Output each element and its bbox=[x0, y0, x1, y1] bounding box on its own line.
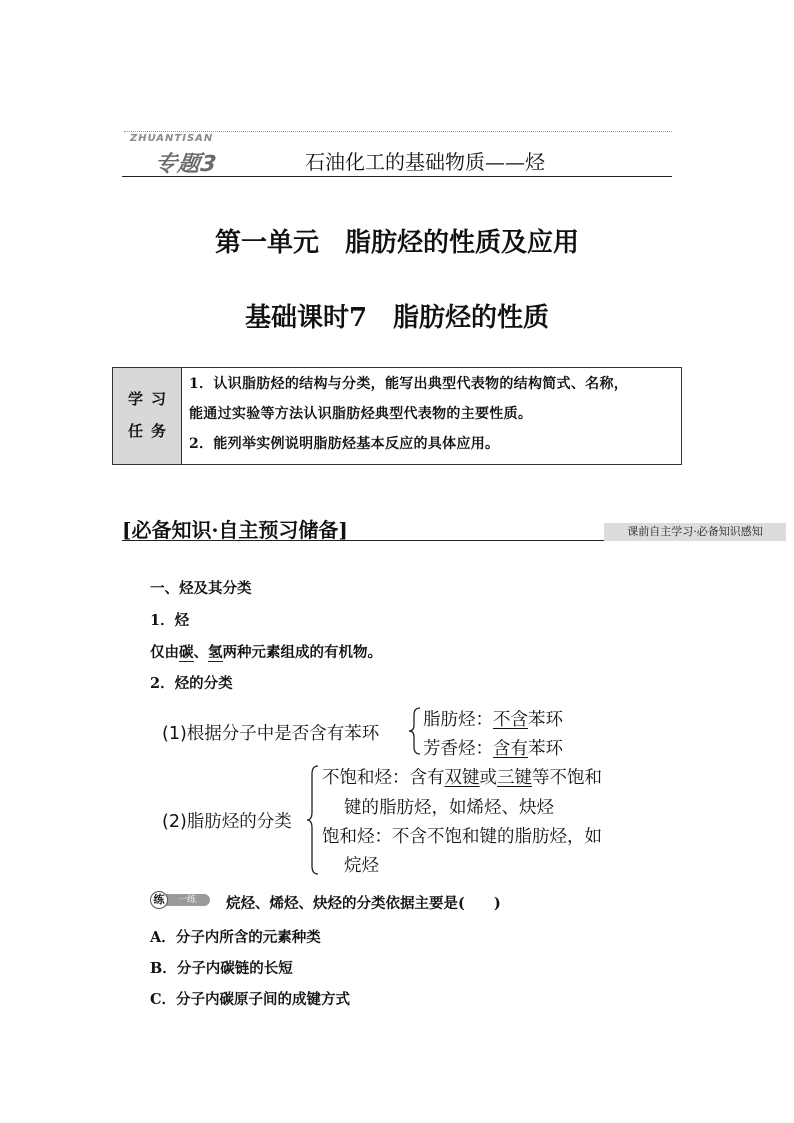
task-line-1: 1．认识脂肪烃的结构与分类，能写出典型代表物的结构简式、名称， bbox=[189, 376, 629, 392]
lesson-title: 基础课时7 脂肪烃的性质 bbox=[244, 303, 550, 333]
cls1-row2 bbox=[423, 735, 563, 760]
cls2-brace bbox=[306, 764, 320, 876]
cls2-row1-post: 等不饱和 bbox=[532, 768, 602, 788]
cls1-row1 bbox=[423, 706, 563, 731]
item1-text-pre: 仅由 bbox=[150, 644, 179, 661]
cls2-blank-triple-bond: 三键 bbox=[497, 768, 532, 788]
task-line-3: 2．能列举实例说明脂肪烃基本反应的具体应用。 bbox=[189, 436, 500, 452]
item1-blank-hydrogen: 氢 bbox=[208, 644, 223, 661]
task-label-line1: 学习 bbox=[127, 390, 174, 408]
header-rule bbox=[122, 176, 672, 177]
section-tag: 课前自主学习·必备知识感知 bbox=[604, 523, 786, 541]
item2-title: 2．烃的分类 bbox=[150, 675, 233, 692]
cls2-row4: 烷烃 bbox=[344, 856, 379, 876]
task-label-line2: 任务 bbox=[127, 422, 174, 440]
heading-hydrocarbon-classification: 一、烃及其分类 bbox=[150, 580, 252, 597]
item1-title: 1．烃 bbox=[150, 612, 190, 629]
cls1-row1-post: 苯环 bbox=[528, 710, 563, 730]
cls1-row1-pre: 脂肪烃： bbox=[423, 710, 493, 730]
practice-question: 烷烃、烯烃、炔烃的分类依据主要是( ) bbox=[226, 895, 501, 912]
cls2-row1-pre: 不饱和烃：含有 bbox=[322, 768, 445, 788]
section-rule bbox=[122, 540, 604, 541]
cls1-brace bbox=[408, 706, 422, 756]
item1-text-mid: 、 bbox=[193, 644, 208, 661]
cls1-row2-post: 苯环 bbox=[528, 739, 563, 759]
cls1-row2-pre: 芳香烃： bbox=[423, 739, 493, 759]
cls1-left-label: (1)根据分子中是否含有苯环 bbox=[162, 724, 380, 744]
item1-text-post: 两种元素组成的有机物。 bbox=[222, 644, 382, 661]
header-dotted-line bbox=[124, 131, 672, 132]
cls2-left-label: (2)脂肪烃的分类 bbox=[162, 812, 292, 832]
practice-badge bbox=[150, 891, 210, 909]
option-b: B．分子内碳链的长短 bbox=[150, 960, 293, 977]
unit-title: 第一单元 脂肪烃的性质及应用 bbox=[214, 228, 579, 258]
item1-text bbox=[150, 641, 382, 662]
option-c: C．分子内碳原子间的成键方式 bbox=[150, 991, 351, 1008]
cls2-row1-mid: 或 bbox=[479, 768, 497, 788]
task-label-cell bbox=[113, 368, 182, 464]
practice-badge-pill: 一练 bbox=[164, 894, 210, 906]
item1-blank-carbon: 碳 bbox=[179, 644, 194, 661]
learning-task-table bbox=[112, 367, 682, 465]
chapter-badge: 专题3 bbox=[152, 152, 219, 177]
cls1-blank-contain: 含有 bbox=[493, 739, 528, 759]
cls1-blank-not-contain: 不含 bbox=[493, 710, 528, 730]
cls2-row2: 键的脂肪烃，如烯烃、炔烃 bbox=[344, 798, 554, 818]
cls2-blank-double-bond: 双键 bbox=[444, 768, 480, 788]
task-line-2: 能通过实验等方法认识脂肪烃典型代表物的主要性质。 bbox=[189, 406, 533, 422]
chapter-title: 石油化工的基础物质——烃 bbox=[305, 150, 545, 174]
header-pinyin: ZHUANTISAN bbox=[130, 133, 214, 144]
cls2-row3: 饱和烃：不含不饱和键的脂肪烃，如 bbox=[322, 827, 602, 847]
option-a: A．分子内所含的元素种类 bbox=[150, 929, 321, 946]
section-title: [必备知识·自主预习储备] bbox=[122, 518, 348, 542]
cls2-row1 bbox=[322, 764, 602, 789]
practice-badge-circle: 练 bbox=[150, 891, 168, 909]
